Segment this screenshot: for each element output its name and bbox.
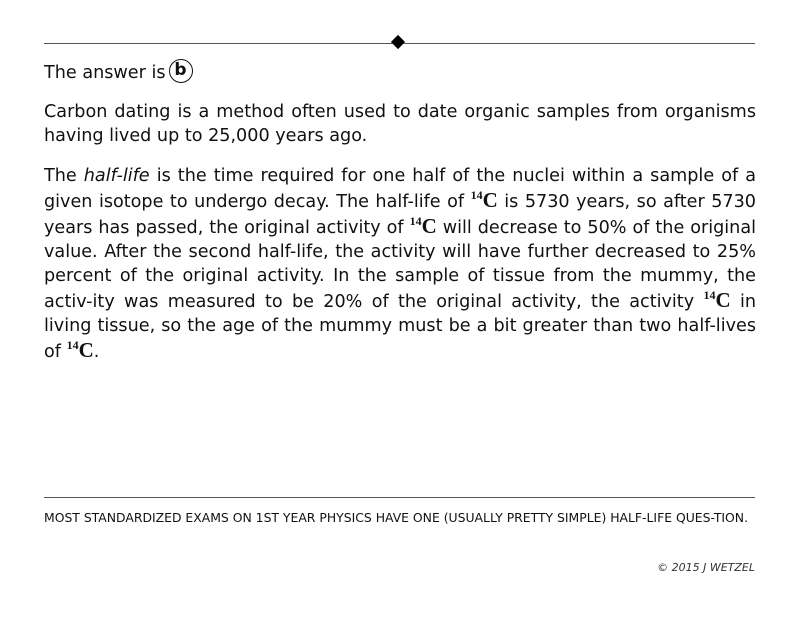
para2-text-4: will decrease to 50% of the original value. After the second half-life, the activity will have further decreased to 25% percent of the original activity. In the sample of tissue from the mummy, the activ-ity was measured to be 20% of the original activity, the activity (44, 218, 756, 312)
carbon-14-symbol (67, 338, 94, 362)
mass-number: 14 (703, 288, 716, 302)
para2-text-5: in living tissue, so the age of the mummy must be a bit greater than two half-lives of (44, 292, 756, 362)
para2-text-2: is the time required for one half of the nuclei within a sample of a given isotope to undergo decay. The half-life of (44, 166, 756, 212)
para2-text-6: . (93, 342, 100, 362)
answer-choice-badge: b (169, 59, 193, 83)
bottom-divider (44, 497, 755, 498)
element-symbol: C (482, 188, 498, 212)
answer-explanation (44, 58, 756, 364)
copyright-notice: © 2015 J WETZEL (657, 561, 755, 574)
carbon-14-symbol (471, 188, 498, 212)
element-symbol: C (421, 214, 437, 238)
mass-number: 14 (66, 338, 79, 352)
carbon-14-symbol (410, 214, 437, 238)
mass-number: 14 (470, 188, 483, 202)
answer-prefix: The answer is (44, 63, 166, 83)
carbon-14-symbol (703, 288, 730, 312)
footnote: MOST STANDARDIZED EXAMS ON 1ST YEAR PHYSICS HAVE ONE (USUALLY PRETTY SIMPLE) HALF-LIFE QUES-TION. (44, 510, 749, 525)
element-symbol: C (78, 338, 94, 362)
half-life-term: half-life (83, 166, 150, 186)
carbon-dating-paragraph: Carbon dating is a method often used to date organic samples from organisms having lived up to 25,000 years ago. (44, 102, 756, 146)
para2-text-1: The (44, 166, 84, 186)
element-symbol: C (715, 288, 731, 312)
answer-line (44, 58, 756, 88)
half-life-paragraph (44, 164, 756, 364)
mass-number: 14 (409, 214, 422, 228)
diamond-ornament (391, 35, 405, 49)
para2-text-3: is 5730 years, so after 5730 years has passed, the original activity of (44, 192, 756, 238)
